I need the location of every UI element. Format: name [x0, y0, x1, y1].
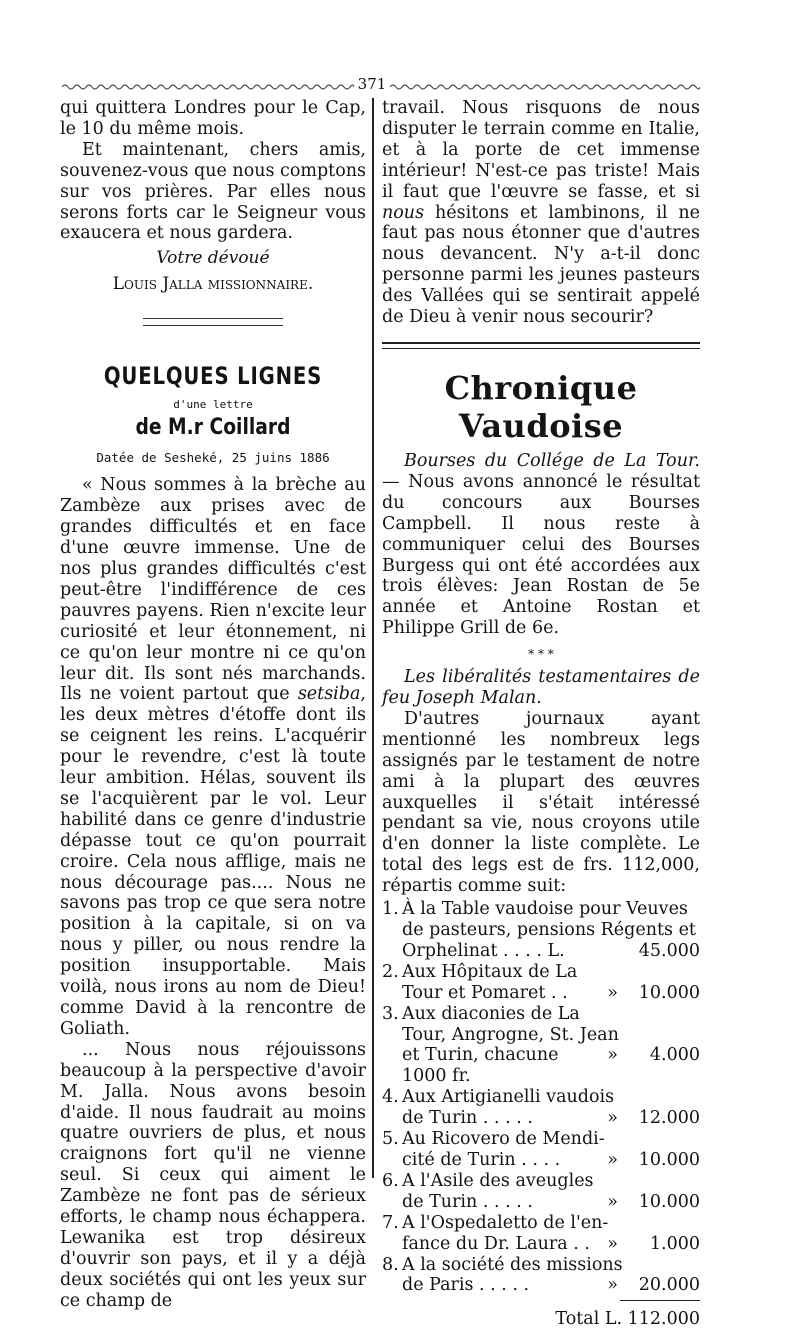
list-item-text: Orphelinat . . . . L.: [402, 940, 565, 961]
ditto-mark: »: [607, 1108, 618, 1129]
list-item: [382, 1213, 700, 1255]
list-item-text: Au Ricovero de Mendi-: [402, 1129, 605, 1150]
text-run: — Nous avons annoncé le résultat du concours aux Bourses Campbell. Il nous reste à communiquer celui des Bourses Burgess qui ont été accordées aux trois élèves: Jean Rostan de 5e année et Antoine Rostan et Philippe Grill de 6e.: [382, 471, 700, 639]
list-item-number: 3.: [382, 1003, 399, 1024]
right-column: [382, 98, 700, 1329]
section-divider: [143, 318, 283, 326]
italic-word: nous: [382, 202, 425, 223]
list-item-number: 6.: [382, 1170, 399, 1191]
list-item-number: 1.: [382, 899, 399, 920]
list-item-text: A la société des missions: [402, 1254, 623, 1275]
section-title: Chronique Vaudoise: [444, 368, 638, 445]
list-item-number: 2.: [382, 961, 399, 982]
list-item-number: 4.: [382, 1087, 399, 1108]
ditto-mark: »: [607, 1233, 618, 1254]
amount: 12.000: [638, 1108, 700, 1129]
section-rule: [382, 342, 700, 344]
item-heading: Les libéralités testamentaires de feu Joseph Malan.: [382, 667, 700, 709]
list-item-text: A l'Ospedaletto de l'en-: [402, 1212, 609, 1233]
column-divider: [372, 98, 374, 1178]
asterism: * * *: [528, 647, 554, 662]
list-item-text: de Turin . . . . .: [402, 1108, 533, 1129]
paragraph: Et maintenant, chers amis, souvenez-vous que nous comptons sur vos prières. Par elles nous serons forts car le Seigneur vous exaucera et nous gardera.: [60, 139, 366, 244]
amount: 45.000: [638, 940, 700, 961]
legs-list: [382, 899, 700, 1296]
list-item: [382, 962, 700, 1004]
list-item-text: Tour et Pomaret . .: [402, 982, 568, 1003]
list-item: [382, 1004, 700, 1088]
list-item-text: Aux Artigianelli vaudois: [402, 1087, 615, 1108]
list-item-text: de pasteurs, pensions Régents et: [402, 920, 696, 940]
text-run: , les deux mètres d'étoffe dont ils se ceignent les reins. L'acquérir pour le revendre, c'est là toute leur ambition. Hélas, souvent ils se l'acquièrent par le vol. Leur habilité dans ce genre d'industrie dépasse tout ce qu'on pourrait croire. Cela nous afflige, mais ne nous décourage pas.... Nous ne savons pas trop ce que sera notre position à la capitale, si on va nous y piller, ou nous rendre la position insupportable. Mais voilà, nous irons au nom de Dieu! comme David à la rencontre de Goliath.: [60, 684, 366, 1039]
article-subtitle: d'une lettre: [173, 398, 253, 412]
ditto-mark: »: [607, 982, 618, 1003]
item-heading: Bourses du Collége de La Tour.: [404, 450, 700, 471]
signature: Louis Jalla missionnaire.: [112, 274, 314, 295]
list-item: [382, 1171, 700, 1213]
page-number: 371: [357, 75, 387, 93]
ditto-mark: »: [607, 1191, 618, 1212]
amount: 10.000: [638, 982, 700, 1003]
paragraph: [382, 98, 700, 328]
paragraph: [382, 451, 700, 639]
amount: 10.000: [638, 1191, 700, 1212]
closing: Votre dévoué: [156, 248, 270, 269]
ditto-mark: »: [607, 1149, 618, 1170]
amount: 10.000: [638, 1149, 700, 1170]
list-item: [382, 1255, 700, 1297]
list-item-text: Aux Hôpitaux de La: [402, 961, 578, 982]
list-item-text: À la Table vaudoise pour Veuves: [402, 899, 688, 920]
section-rule: [382, 348, 700, 349]
list-item: [382, 899, 700, 962]
amount: 20.000: [638, 1275, 700, 1296]
list-item-number: 7.: [382, 1212, 399, 1233]
list-item-text: et Turin, chacune 1000 fr.: [402, 1045, 559, 1087]
list-item-text: de Turin . . . . .: [402, 1191, 533, 1212]
list-item-text: Aux diaconies de La: [402, 1003, 580, 1024]
paragraph: qui quittera Londres pour le Cap, le 10 du même mois.: [60, 98, 366, 139]
text-run: hésitons et lambinons, il ne faut pas nous étonner que d'autres nous devancent. N'y a-t-il donc personne parmi les jeunes pasteurs des Vallées qui se sentirait appelé de Dieu à venir nous secourir?: [382, 202, 700, 328]
text-run: travail. Nous risquons de nous disputer le terrain comme en Italie, et à la porte de cet immense intérieur! N'est-ce pas triste! Mais il faut que l'œuvre se fasse, et si: [382, 98, 700, 202]
list-item-number: 5.: [382, 1129, 399, 1150]
list-item-text: cité de Turin . . . .: [402, 1149, 561, 1170]
amount: 1.000: [649, 1233, 700, 1254]
paragraph: D'autres journaux ayant mentionné les nombreux legs assignés par le testament de notre ami à la plupart des œuvres auxquelles il s'était intéressé pendant sa vie, nous croyons utile d'en donner la liste complète. Le total des legs est de frs. 112,000, répartis comme suit:: [382, 708, 700, 897]
header-ornament-left: [62, 80, 354, 94]
list-item-text: fance du Dr. Laura . .: [402, 1233, 590, 1254]
ditto-mark: »: [607, 1275, 618, 1296]
list-item: [382, 1087, 700, 1129]
list-item-text: A l'Asile des aveugles: [402, 1170, 594, 1191]
article-author: de M.r Coillard: [135, 415, 291, 441]
left-column: [60, 98, 366, 1312]
paragraph: [60, 475, 366, 1039]
total-rule: [620, 1300, 700, 1301]
ditto-mark: »: [607, 1045, 618, 1066]
list-item-number: 8.: [382, 1254, 399, 1275]
italic-word: setsiba: [297, 684, 361, 705]
paragraph: ... Nous nous réjouissons beaucoup à la perspective d'avoir M. Jalla. Nous avons besoin d'aide. Il nous faudrait au moins quatre ouvriers de plus, et nous craignons fort qu'il ne vienne seul. Si ceux qui aiment le Zambèze ne font pas de sérieux efforts, le champ nous échappera. Lewanika est trop désireux d'ouvrir son pays, et il y a déjà deux sociétés qui ont les yeux sur ce champ de: [60, 1039, 366, 1311]
list-item: [382, 1129, 700, 1171]
ditto-mark: [604, 941, 618, 962]
text-run: « Nous sommes à la brèche au Zambèze aux prises avec de grandes difficultés et en face d'une œuvre immense. Une de nos plus grandes difficultés c'est peut-être l'indifférence de ces pauvres payens. Rien n'excite leur curiosité et leur étonnement, ni ce qu'on leur montre ni ce qu'on leur dit. Ils sont nés marchands. Ils ne voient partout que: [60, 475, 366, 705]
total: Total L. 112.000: [555, 1309, 700, 1329]
list-item-text: Tour, Angrogne, St. Jean: [402, 1024, 619, 1045]
dateline: Datée de Sesheké, 25 juins 1886: [96, 450, 330, 466]
article-title: QUELQUES LIGNES: [103, 362, 323, 391]
amount: 4.000: [649, 1045, 700, 1066]
header-ornament-right: [390, 80, 700, 94]
list-item-text: de Paris . . . . .: [402, 1275, 530, 1296]
